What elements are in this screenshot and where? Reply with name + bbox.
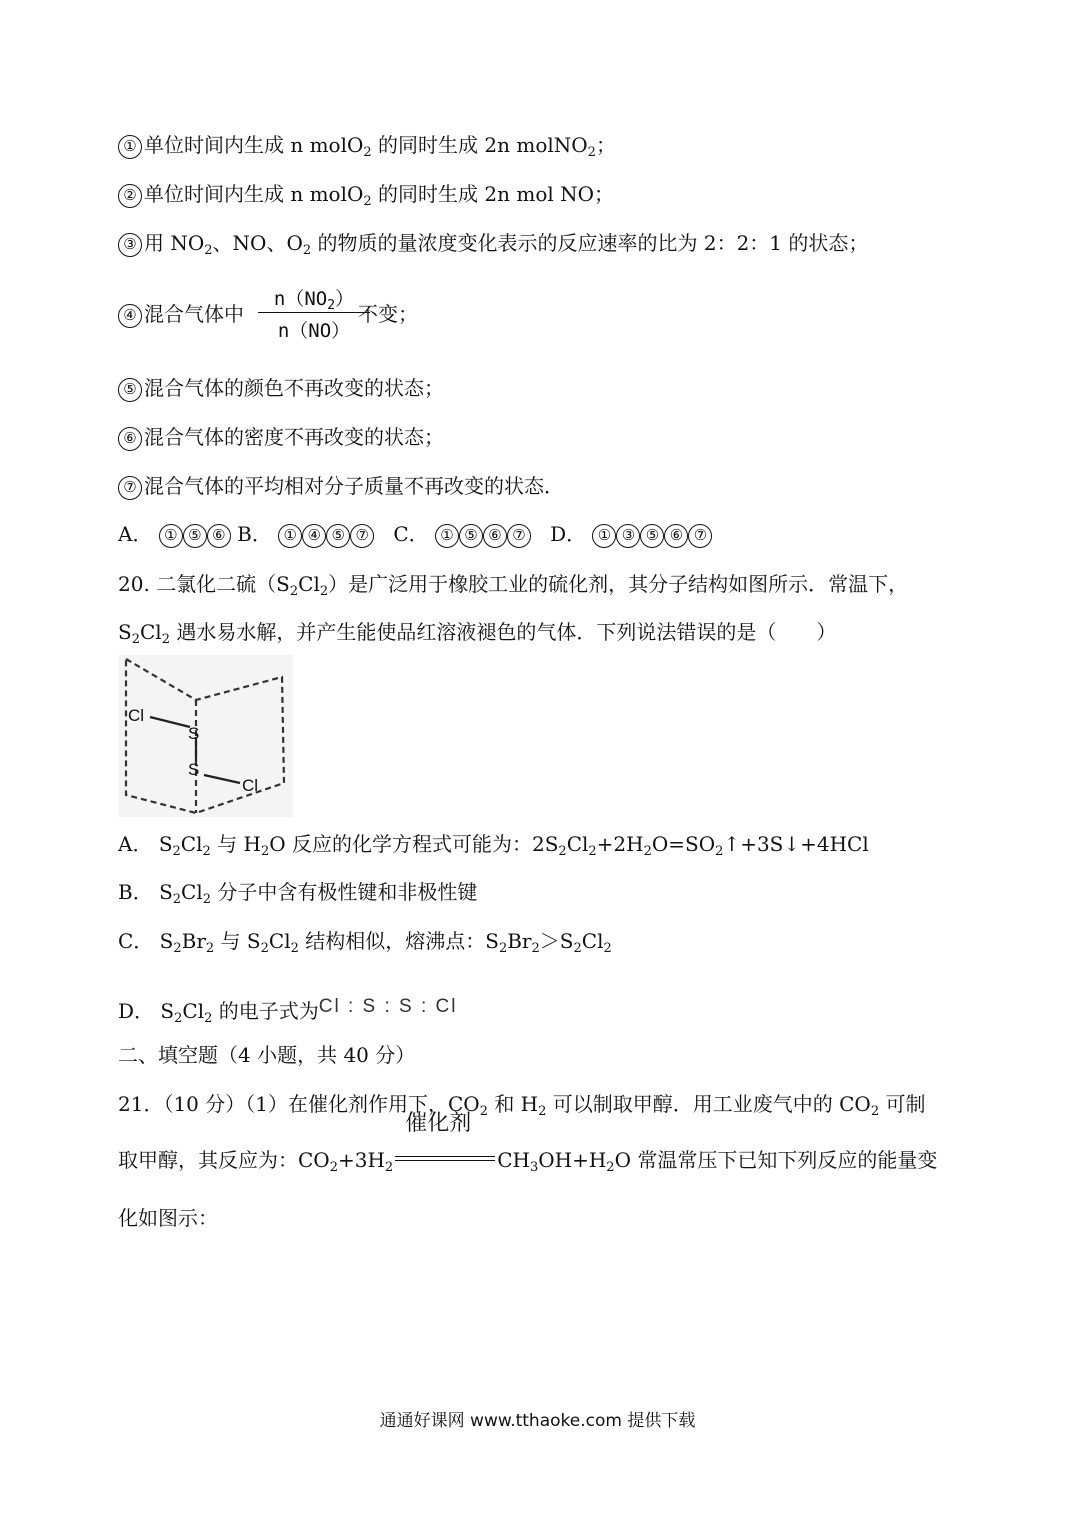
atom-cl-1: Cl <box>128 706 145 725</box>
option-c[interactable]: ① ⑤ ⑥ ⑦ <box>435 522 531 546</box>
page-footer: 通通好课网 www.tthaoke.com 提供下载 <box>379 1411 696 1431</box>
q20-stem-line-2: $S_2Cl_2$ 遇水易水解，并产生能使品红溶液褪色的气体．下列说法错误的是（ ） <box>118 620 837 647</box>
statement-1: ① 单位时间内生成 n molO$_2$ 的同时生成 2n molNO$_2$； <box>118 131 616 159</box>
circled-number: ⑦ <box>118 476 142 500</box>
statement-2: ② 单位时间内生成 n molO$_2$ 的同时生成 2n mol NO； <box>118 180 614 208</box>
statement-7: ⑦ 混合气体的平均相对分子质量不再改变的状态． <box>118 472 564 500</box>
fraction-numerator: $n(NO_2)$ <box>258 284 370 313</box>
circled-number: ④ <box>118 304 142 328</box>
catalyst-label: 催化剂 <box>405 1111 472 1136</box>
catalyst-reaction-arrow <box>393 1111 497 1174</box>
q21-stem-line-2: 取甲醇，其反应为：$CO_2+3H_2$ 催化剂 $CH_3OH+H_2O$ 常温常压下已知下列反应的能量变 <box>118 1111 938 1175</box>
option-b[interactable]: ① ④ ⑤ ⑦ <box>278 522 374 546</box>
q21-stem-line-1: 21．（10 分）（1）在催化剂作用下，$CO_2$ 和 $H_2$ 可以制取甲醇．用工业废气中的 $CO_2$ 可制 <box>118 1092 926 1119</box>
option-d[interactable]: ① ③ ⑤ ⑥ ⑦ <box>592 522 712 546</box>
atom-cl-2: Cl <box>242 776 259 795</box>
statement-3: ③ 用 $NO_2$、NO、$O_2$ 的物质的量浓度变化表示的反应速率的比为 2：2：1 的状态； <box>118 229 868 257</box>
double-line-icon <box>395 1156 495 1161</box>
option-a[interactable]: ① ⑤ ⑥ <box>159 522 231 546</box>
s2cl2-structure-diagram <box>118 655 293 817</box>
fraction-denominator: n（NO） <box>277 320 351 342</box>
atom-s-1: S <box>188 724 200 743</box>
q20-option-b[interactable]: B． $S_2Cl_2$ 分子中含有极性键和非极性键 <box>118 880 478 907</box>
circled-number: ② <box>118 184 142 208</box>
statement-4: ④ 混合气体中 不变； <box>118 300 418 328</box>
circled-number: ① <box>118 135 142 159</box>
section-heading: 二、填空题（4 小题，共 40 分） <box>118 1043 416 1067</box>
statement-5: ⑤ 混合气体的颜色不再改变的状态； <box>118 374 444 402</box>
q20-option-c[interactable]: C． $S_2Br_2$ 与 $S_2Cl_2$ 结构相似，熔沸点：$S_2Br_2>S_2Cl_2$ <box>118 929 612 956</box>
q20-stem-line-1: 20. 二氯化二硫$(S_2Cl_2)$是广泛用于橡胶工业的硫化剂，其分子结构如图所示．常温下， <box>118 572 909 599</box>
circled-number: ⑤ <box>118 378 142 402</box>
q21-stem-line-3: 化如图示： <box>118 1206 218 1230</box>
electron-formula-image: Cl : S : S : Cl <box>318 996 458 1017</box>
q20-option-a[interactable]: A． $S_2Cl_2$ 与 $H_2O$ 反应的化学方程式可能为：$2S_2Cl_2+2H_2O=SO_2↑+3S↓+4HCl$ <box>118 832 869 859</box>
circled-number: ③ <box>118 233 142 257</box>
statement-6: ⑥ 混合气体的密度不再改变的状态； <box>118 423 444 451</box>
fraction-no2-over-no <box>258 284 370 344</box>
q19-options: A． ① ⑤ ⑥ B． ① ④ ⑤ ⑦ C． ① ⑤ ⑥ ⑦ D． ① ③ ⑤ ⑥ ⑦ <box>118 520 712 548</box>
circled-number: ⑥ <box>118 427 142 451</box>
atom-s-2: S <box>188 760 200 779</box>
q20-option-d[interactable]: D． $S_2Cl_2$ 的电子式为Cl : S : S : Cl <box>118 996 458 1026</box>
